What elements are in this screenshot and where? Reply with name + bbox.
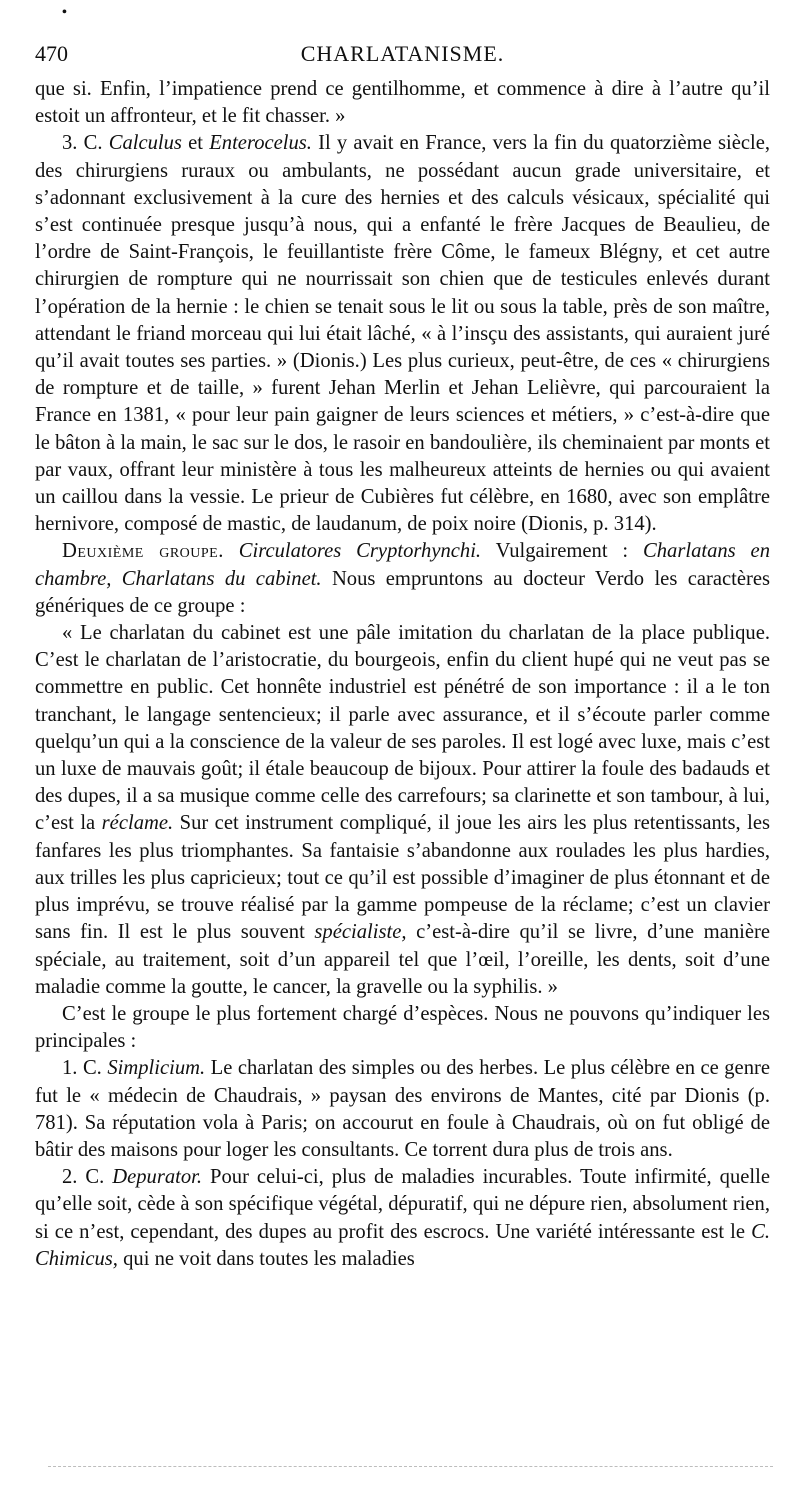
paragraph-quote: [35, 620, 770, 1001]
species-name-chimicus: C. Chimicus,: [35, 1220, 770, 1270]
entry-number: 3. C.: [62, 132, 109, 155]
page-header: [35, 38, 770, 70]
paragraph-calculus: [35, 130, 770, 538]
page-number: 470: [35, 41, 68, 66]
paragraph-especes-text: C’est le groupe le plus fortement chargé d’espèces. Nous ne pouvons qu’indiquer les principales :: [35, 1002, 770, 1053]
paragraph-depurator-end: qui ne voit dans toutes les maladies: [117, 1247, 415, 1270]
paragraph-1: [35, 76, 770, 130]
paragraph-especes: [35, 1001, 770, 1055]
entry-number: 2. C.: [62, 1166, 113, 1189]
running-title: CHARLATANISME.: [300, 41, 505, 66]
species-name: Simplicium.: [107, 1057, 206, 1080]
group-heading: Deuxième groupe.: [62, 540, 224, 563]
quote-italic-specialiste: spécialiste,: [314, 921, 407, 944]
vulgar-label: Vulgairement :: [481, 540, 643, 563]
quote-text-b: Sur cet instrument compliqué, il joue les airs les plus retentissants, les fanfares les plus triomphantes. Sa fantaisie s’abandonne aux roulades les plus hardies, aux trilles les plus capricieux; tout ce qu’il est possible d’imaginer de plus étonnant et de plus imprévu, se trouve réalisé par la gamme pompeuse de la réclame; c’est un clavier sans fin. Il est le plus souvent: [35, 812, 770, 944]
group-latin-name: Circulatores Cryptorhynchi.: [238, 540, 482, 563]
paragraph-depurator-text: Pour celui-ci, plus de maladies incurables. Toute infirmité, quelle qu’elle soit, cède à son spécifique végétal, dépuratif, qui ne dépure rien, absolument rien, si ce n’est, cependant, des dupes au profit des escrocs. Une variété intéressante est le: [35, 1166, 770, 1243]
species-name-2: Enterocelus.: [209, 132, 312, 155]
paragraph-depurator: [35, 1164, 770, 1273]
paragraph-simplicium-text: Le charlatan des simples ou des herbes. Le plus célèbre en ce genre fut le « médecin de Chaudrais, » paysan des environs de Mantes, cité par Dionis (p. 781). Sa réputation vola à Paris; on accourut en foule à Chaudrais, où on fut obligé de bâtir des maisons pour loger les consultants. Ce torrent dura plus de trois ans.: [35, 1057, 770, 1161]
entry-number: 1. C.: [62, 1057, 108, 1080]
bottom-bleed-line: [48, 1466, 773, 1467]
print-mark: •: [62, 5, 67, 20]
quote-text-a: « Le charlatan du cabinet est une pâle imitation du charlatan de la place publique. C’est le charlatan de l’aristocratie, du bourgeois, enfin du client hupé qui ne veut pas se commettre en public. Cet honnête industriel est pénétré de son importance : il a le ton tranchant, le langage sentencieux; il parle avec assurance, et il s’écoute parler comme quelqu’un qui a la conscience de la valeur de ses paroles. Il est logé avec luxe, mais c’est un luxe de mauvais goût; il étale beaucoup de bijoux. Pour attirer la foule des badauds et des dupes, il a sa musique comme celle des carrefours; sa clarinette et son tambour, à lui, c’est la: [35, 622, 770, 835]
vulgar-names: Charlatans en chambre, Charlatans du cabinet.: [35, 540, 770, 590]
paragraph-simplicium: [35, 1055, 770, 1164]
paragraph-deuxieme-groupe: [35, 538, 770, 620]
paragraph-calculus-text: Il y avait en France, vers la fin du quatorzième siècle, des chirurgiens ruraux ou ambulants, ne possédant aucun grade universitaire, et s’adonnant exclusivement à la cure des hernies et des calculs vésicaux, spécialité qui s’est continuée presque jusqu’à nous, qui a enfanté le frère Jacques de Beaulieu, de l’ordre de Saint-François, le feuillantiste frère Côme, le fameux Blégny, et cet autre chirurgien de rompture qui ne nourrissait son chien que de testicules enlevés durant l’opération de la hernie : le chien se tenait sous le lit ou sous la table, près de son maître, attendant le friand morceau qui lui était lâché, « à l’insçu des assistants, qui auraient juré qu’il avait toutes ses parties. » (Dionis.) Les plus curieux, peut-être, de ces « chirurgiens de rompture et de taille, » furent Jehan Merlin et Jehan Lelièvre, qui parcouraient la France en 1381, « pour leur pain gaigner de leurs sciences et métiers, » c’est-à-dire que le bâton à la main, le sac sur le dos, le rasoir en bandoulière, ils cheminaient par monts et par vaux, offrant leur ministère à tous les malheureux atteints de hernies ou qui avaient un caillou dans la vessie. Le prieur de Cubières fut célèbre, en 1680, avec son emplâtre hernivore, composé de mastic, de laudanum, de poix noire (Dionis, p. 314).: [35, 132, 770, 536]
paragraph-1-text: que si. Enfin, l’impatience prend ce gentilhomme, et commence à dire à l’autre qu’il estoit un affronteur, et le fit chasser. »: [35, 78, 770, 128]
species-name: Calculus: [108, 132, 182, 155]
body-text: [35, 76, 770, 1273]
paragraph-group-text: Nous empruntons au docteur Verdo les caractères génériques de ce groupe :: [35, 567, 770, 617]
quote-text-c: c’est-à-dire qu’il se livre, d’une manière spéciale, au traitement, soit d’un appareil tel que l’œil, l’oreille, les dents, soit d’une maladie comme la goutte, le cancer, la gravelle ou la syphilis. »: [35, 921, 770, 998]
conjunction: et: [181, 132, 210, 155]
species-name: Depurator.: [112, 1166, 203, 1189]
quote-italic-reclame: réclame.: [101, 812, 174, 835]
